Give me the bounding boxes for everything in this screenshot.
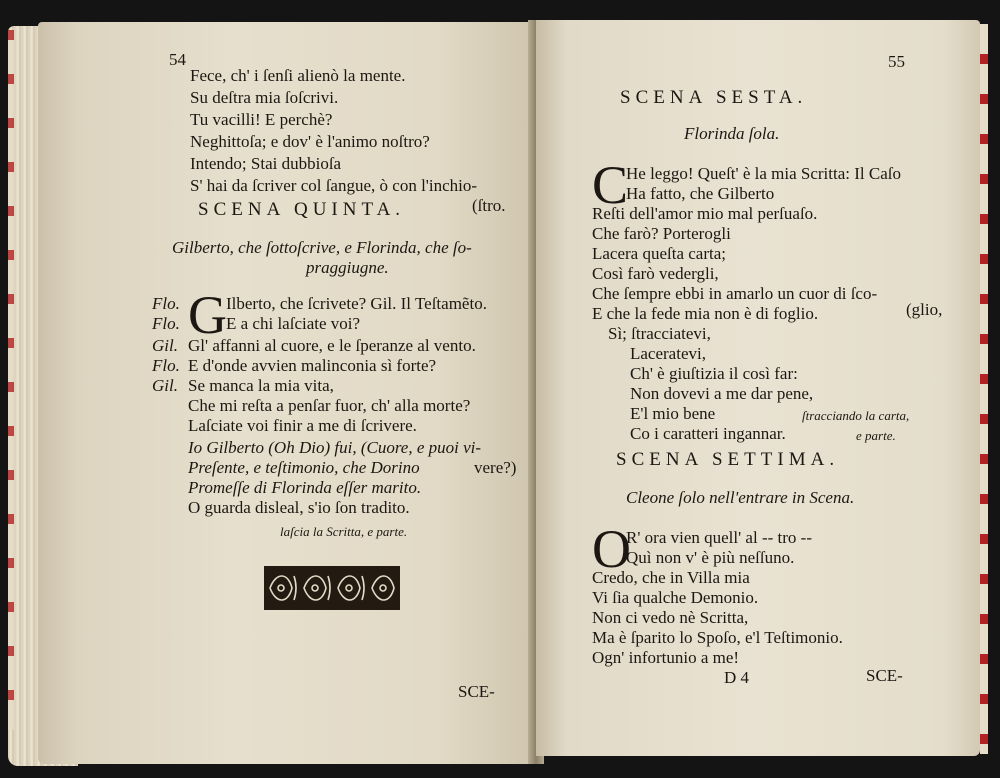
dialogue-line: E a chi laſciate voi?: [226, 314, 361, 333]
verse-line: Ma è ſparito lo Spoſo, e'l Teſtimonio.: [592, 628, 843, 647]
dialogue-line: Che mi reſta a penſar fuor, ch' alla morte?: [188, 396, 471, 415]
verse-line: Non dovevi a me dar pene,: [630, 384, 814, 403]
drop-cap: G: [188, 285, 227, 345]
verse-line: Lacera queſta carta;: [592, 244, 727, 263]
verse-line: Laceratevi,: [630, 344, 706, 363]
scene-subtitle: Florinda ſola.: [684, 124, 780, 143]
speaker-label: Flo.: [152, 356, 180, 375]
verse-line: Co i caratteri ingannar.: [630, 424, 786, 443]
page-number-right: 55: [888, 52, 905, 71]
verse-line: Che ſempre ebbi in amarlo un cuor di ſco-: [592, 284, 878, 303]
catchword: SCE-: [866, 666, 903, 685]
verse-line: Non ci vedo nè Scritta,: [592, 608, 749, 627]
drop-cap: O: [592, 519, 631, 579]
verse-line: Reſti dell'amor mio mal perſuaſo.: [592, 204, 818, 223]
verse-line: (glio,: [906, 300, 943, 319]
dialogue-line: Gl' affanni al cuore, e le ſperanze al vento.: [188, 336, 476, 355]
verse-line: He leggo! Queſt' è la mia Scritta: Il Caſo: [626, 164, 901, 183]
dialogue-line: Laſciate voi finir a me di ſcrivere.: [188, 416, 417, 435]
italic-line: Promeſſe di Florinda eſſer marito.: [188, 478, 422, 497]
verse-line: Ch' è giuſtizia il così far:: [630, 364, 798, 383]
verse-line: Sì; ſtracciatevi,: [608, 324, 711, 343]
scene-title: SCENA SETTIMA.: [616, 449, 840, 470]
text-line: Su deſtra mia ſoſcrivi.: [190, 88, 339, 107]
speaker-label: Flo.: [152, 314, 180, 333]
verse-line: Vi ſia qualche Demonio.: [592, 588, 759, 607]
speaker-label: Gil.: [152, 336, 178, 355]
stage-direction: e parte.: [856, 428, 896, 443]
verse-line: R' ora vien quell' al -- tro --: [626, 528, 812, 547]
dialogue-line: Ilberto, che ſcrivete? Gil. Il Teſtamẽto.: [226, 294, 487, 313]
italic-line: vere?): [474, 458, 517, 477]
scene-subtitle: Cleone ſolo nell'entrare in Scena.: [626, 488, 855, 507]
printer-ornament: [264, 566, 400, 610]
italic-line: Preſente, e teſtimonio, che Dorino: [188, 458, 420, 477]
verse-line: E'l mio bene: [630, 404, 716, 423]
verse-line: Credo, che in Villa mia: [592, 568, 750, 587]
catchword: SCE-: [458, 682, 495, 701]
red-page-edge: [8, 30, 14, 730]
speaker-label: Flo.: [152, 294, 180, 313]
stage-direction: laſcia la Scritta, e parte.: [280, 524, 408, 539]
red-page-edge: [980, 24, 988, 754]
text-line: Intendo; Stai dubbioſa: [190, 154, 342, 173]
verse-line: Ogn' infortunio a me!: [592, 648, 740, 667]
text-line: Neghittoſa; e dov' è l'animo noſtro?: [190, 132, 430, 151]
verse-line: Così farò vedergli,: [592, 264, 719, 283]
left-page: [38, 22, 536, 764]
dialogue-line: O guarda disleal, s'io ſon tradito.: [188, 498, 410, 517]
verse-line: Quì non v' è più neſſuno.: [626, 548, 795, 567]
verse-line: Che farò? Porterogli: [592, 224, 731, 243]
scene-subtitle: praggiugne.: [306, 258, 389, 277]
speaker-label: Gil.: [152, 376, 178, 395]
dialogue-line: E d'onde avvien malinconia sì forte?: [188, 356, 437, 375]
signature-mark: D 4: [724, 668, 750, 687]
drop-cap: C: [592, 155, 629, 215]
text-line: (ſtro.: [472, 196, 506, 215]
text-line: S' hai da ſcriver col ſangue, ò con l'inchio-: [190, 176, 478, 195]
text-line: Fece, ch' i ſenſi alienò la mente.: [190, 66, 406, 85]
italic-line: Io Gilberto (Oh Dio) fui, (Cuore, e puoi vi-: [188, 438, 482, 457]
verse-line: E che la fede mia non è di foglio.: [592, 304, 819, 323]
verse-line: Ha fatto, che Gilberto: [626, 184, 775, 203]
scene-title: SCENA SESTA.: [620, 87, 808, 108]
text-line: Tu vacilli! E perchè?: [190, 110, 333, 129]
stage-direction: ſtracciando la carta,: [802, 408, 910, 423]
page-number-left: 54: [169, 50, 186, 69]
scene-title: SCENA QUINTA.: [198, 199, 406, 220]
dialogue-line: Se manca la mia vita,: [188, 376, 334, 395]
scene-subtitle: Gilberto, che ſottoſcrive, e Florinda, che ſo-: [172, 238, 472, 257]
right-page: [536, 20, 980, 756]
